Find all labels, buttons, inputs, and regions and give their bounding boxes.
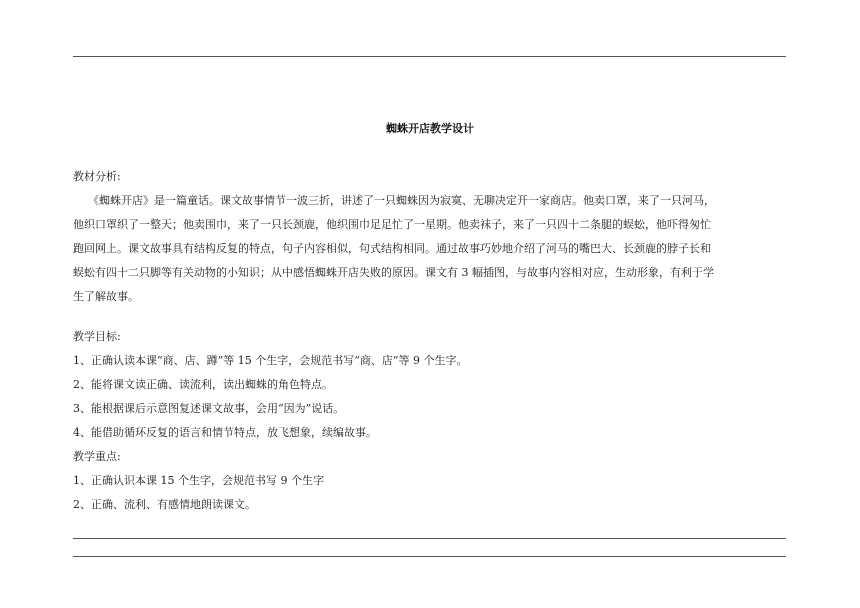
section-heading-keypoints: 教学重点: [73,450,121,463]
goal-item: 1、正确认读本课“商、店、蹲”等 15 个生字，会规范书写“商、店”等 9 个生字。 [73,354,468,367]
section-heading-analysis: 教材分析: [73,170,121,183]
analysis-line: 生了解故事。 [73,290,139,303]
analysis-line: 跑回网上。课文故事具有结构反复的特点，句子内容相似，句式结构相同。通过故事巧妙地介绍了河马的嘴巴大、长颈鹿的脖子长和 [73,242,711,255]
document-title: 蜘蛛开店教学设计 [386,122,474,135]
goal-item: 4、能借助循环反复的语言和情节特点，放飞想象，续编故事。 [73,426,377,439]
footer-rule [73,538,786,539]
goal-item: 3、能根据课后示意图复述课文故事，会用“因为”说话。 [73,402,345,415]
keypoint-item: 2、正确、流利、有感情地朗读课文。 [73,498,256,511]
analysis-line: 蜈蚣有四十二只脚等有关动物的小知识；从中感悟蜘蛛开店失败的原因。课文有 3 幅插图，与故事内容相对应，生动形象，有利于学 [73,266,714,279]
goal-item: 2、能将课文读正确、读流利，读出蜘蛛的角色特点。 [73,378,333,391]
header-rule [73,56,786,57]
footer-rule [73,556,786,557]
analysis-line: 他织口罩织了一整天；他卖围巾，来了一只长颈鹿，他织围巾足足忙了一星期。他卖袜子，来了一只四十二条腿的蜈蚣，他吓得匆忙 [73,218,711,231]
section-heading-goals: 教学目标: [73,330,121,343]
keypoint-item: 1、正确认识本课 15 个生字，会规范书写 9 个生字 [73,474,324,487]
analysis-line: 《蜘蛛开店》是一篇童话。课文故事情节一波三折，讲述了一只蜘蛛因为寂寞、无聊决定开一家商店。他卖口罩，来了一只河马， [88,194,715,207]
